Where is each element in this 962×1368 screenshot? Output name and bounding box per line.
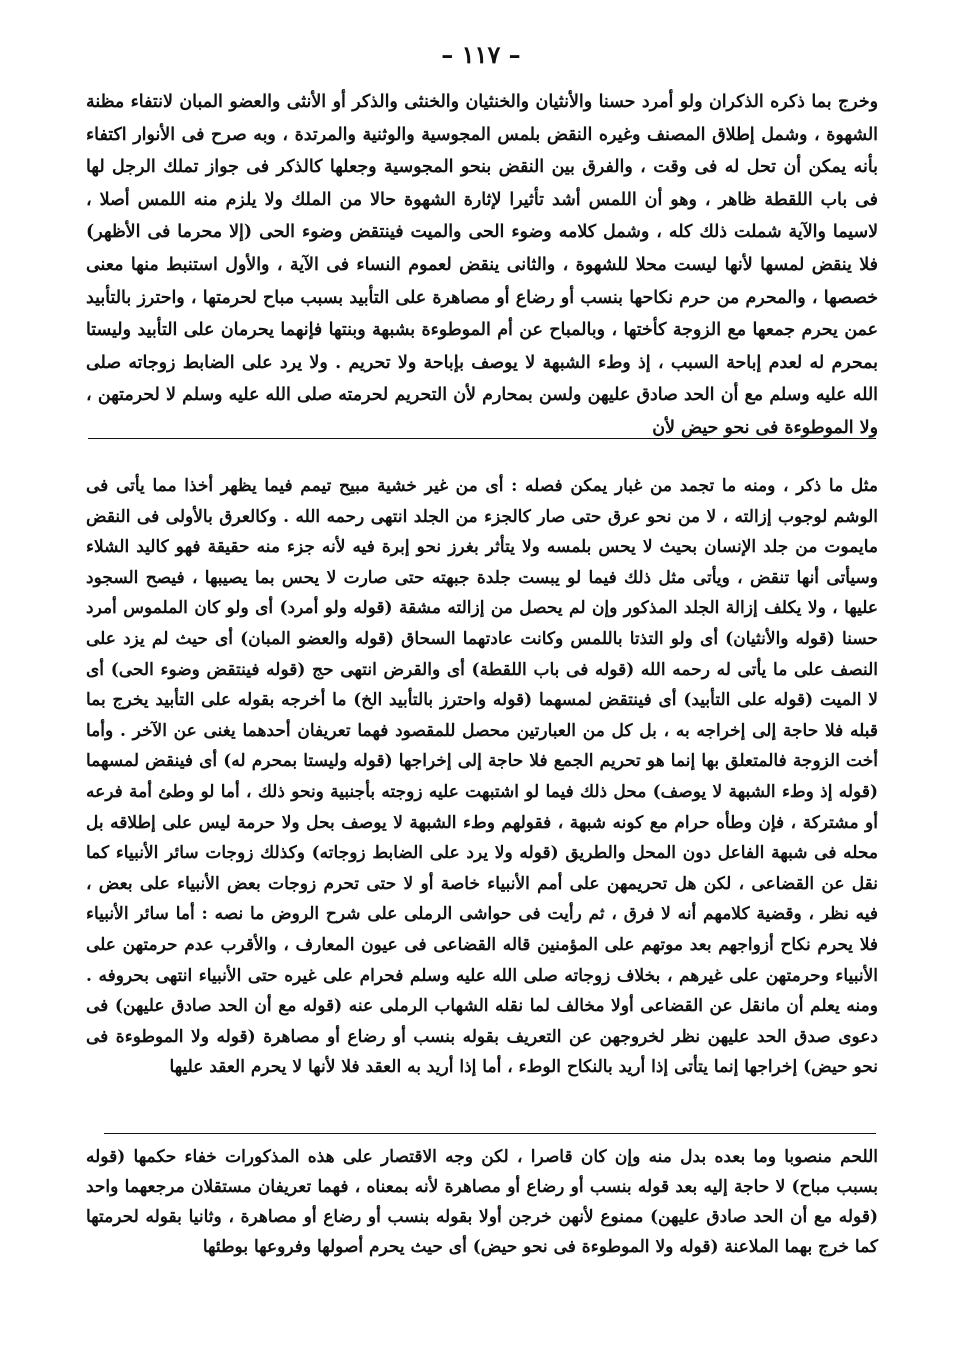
commentary-2-text: اللحم منصوبا وما بعده بدل منه وإن كان قاصرا ، لكن وجه الاقتصار على هذه المذكورات خفاء حكمها (قوله بسبب مباح) لا حاجة إليه بعد قوله بنسب أو رضاع أو مصاهرة لأنه بمعناه ، فهما تعريفان مستقلان مرجعهما واحد (قوله مع أن الحد صادق عليهن) ممنوع لأنهن خرجن أولا بقوله بنسب أو رضاع أو مصاهرة ، وثانيا بقوله لحرمتها كما خرج بهما الملاعنة (قوله ولا الموطوءة فى نحو حيض) أى حيث يحرم أصولها وفروعها بوطئها — [86, 1147, 878, 1257]
page-number: – ١١٧ – — [441, 40, 521, 69]
commentary-block-1 — [86, 471, 878, 1083]
main-text: وخرج بما ذكره الذكران ولو أمرد حسنا والأنثيان والخنثيان والخنثى والذكر أو الأنثى والعضو المبان لانتفاء مظنة الشهوة ، وشمل إطلاق المصنف وغيره النقض بلمس المجوسية والوثنية والمرتدة ، وبه صرح فى الأنوار اكتفاء بأنه يمكن أن تحل له فى وقت ، والفرق بين النقض بنحو المجوسية وجعلها كالذكر فى جواز تملك الرجل لها فى باب اللقطة ظاهر ، وهو أن اللمس أشد تأثيرا لإثارة الشهوة حالا من الملك ولا يلزم منه اللمس أصلا ، لاسيما والآية شملت ذلك كله ، وشمل كلامه وضوء الحى والميت فينتقض وضوء الحى (إلا محرما فى الأظهر) فلا ينقض لمسها لأنها ليست محلا للشهوة ، والثانى ينقض لعموم النساء فى الآية ، والأول استنبط منها معنى خصصها ، والمحرم من حرم نكاحها بنسب أو رضاع أو مصاهرة على التأبيد بسبب مباح لحرمتها ، واحترز بالتأبيد عمن يحرم جمعها مع الزوجة كأختها ، وبالمباح عن أم الموطوءة بشبهة وبنتها فإنهما يحرمان على التأبيد وليستا بمحرم له لعدم إباحة السبب ، إذ وطء الشبهة لا يوصف بإباحة ولا تحريم . ولا يرد على الضابط زوجاته صلى الله عليه وسلم مع أن الحد صادق عليهن ولسن بمحارم لأن التحريم لحرمته صلى الله عليه وسلم لا لحرمتهن ، ولا الموطوءة فى نحو حيض لأن — [86, 92, 878, 438]
main-text-block — [86, 86, 878, 445]
commentary-block-2 — [86, 1142, 878, 1262]
footnote-separator — [88, 438, 876, 439]
commentary-separator — [104, 1133, 876, 1134]
commentary-1-text: مثل ما ذكر ، ومنه ما تجمد من غبار يمكن فصله : أى من غير خشية مبيح تيمم فيما يظهر أخذا مما يأتى فى الوشم لوجوب إزالته ، لا من نحو عرق حتى صار كالجزء من الجلد انتهى رحمه الله . وكالعرق بالأولى فى النقض مايموت من جلد الإنسان بحيث لا يحس بلمسه ولا يتأثر بغرز نحو إبرة فيه لأنه جزء منه حقيقة فهو كاليد الشلاء وسيأتى أنها تنقض ، ويأتى مثل ذلك فيما لو يبست جلدة جبهته حتى صارت لا يحس بما يصيبها ، فيصح السجود عليها ، ولا يكلف إزالة الجلد المذكور وإن لم يحصل من إزالته مشقة (قوله ولو أمرد) أى ولو كان الملموس أمرد حسنا (قوله والأنثيان) أى ولو التذتا باللمس وكانت عادتهما السحاق (قوله والعضو المبان) أى حيث لم يزد على النصف على ما يأتى له رحمه الله (قوله فى باب اللقطة) أى والقرض انتهى حج (قوله فينتقض وضوء الحى) أى لا الميت (قوله على التأبيد) أى فينتقض لمسهما (قوله واحترز بالتأبيد الخ) ما أخرجه بقوله على التأبيد يخرج بما قبله فلا حاجة إلى إخراجه به ، بل كل من العبارتين محصل للمقصود فهما تعريفان أحدهما يغنى عن الآخر . وأما أخت الزوجة فالمتعلق بها إنما هو تحريم الجمع فلا حاجة إلى إخراجها (قوله وليستا بمحرم له) أى فينقض لمسهما (قوله إذ وطء الشبهة لا يوصف) محل ذلك فيما لو اشتبهت عليه زوجته بأجنبية ونحو ذلك ، أما لو وطئ أمة فرعه أو مشتركة ، فإن وطأه حرام مع كونه شبهة ، فقولهم وطء الشبهة لا يوصف بحل ولا حرمة ليس على إطلاقه بل محله فى شبهة الفاعل دون المحل والطريق (قوله ولا يرد على الضابط زوجاته) وكذلك زوجات سائر الأنبياء كما نقل عن القضاعى ، لكن هل تحريمهن على أمم الأنبياء خاصة أو لا حتى تحرم زوجات بعض الأنبياء على بعض ، فيه نظر ، وقضية كلامهم أنه لا فرق ، ثم رأيت فى حواشى الرملى على شرح الروض ما نصه : أما سائر الأنبياء فلا يحرم نكاح أزواجهم بعد موتهم على المؤمنين قاله القضاعى فى عيون المعارف ، والأقرب عدم حرمتهن على الأنبياء وحرمتهن على غيرهم ، بخلاف زوجاته صلى الله عليه وسلم فحرام على غيره حتى الأنبياء انتهى بحروفه . ومنه يعلم أن مانقل عن القضاعى أولا مخالف لما نقله الشهاب الرملى عنه (قوله مع أن الحد صادق عليهن) فى دعوى صدق الحد عليهن نظر لخروجهن عن التعريف بقوله بنسب أو رضاع أو مصاهرة (قوله ولا الموطوءة فى نحو حيض) إخراجها إنما يتأتى إذا أريد بالنكاح الوطء ، أما إذا أريد به العقد فلا لأنها لا يحرم العقد عليها — [86, 476, 879, 1078]
